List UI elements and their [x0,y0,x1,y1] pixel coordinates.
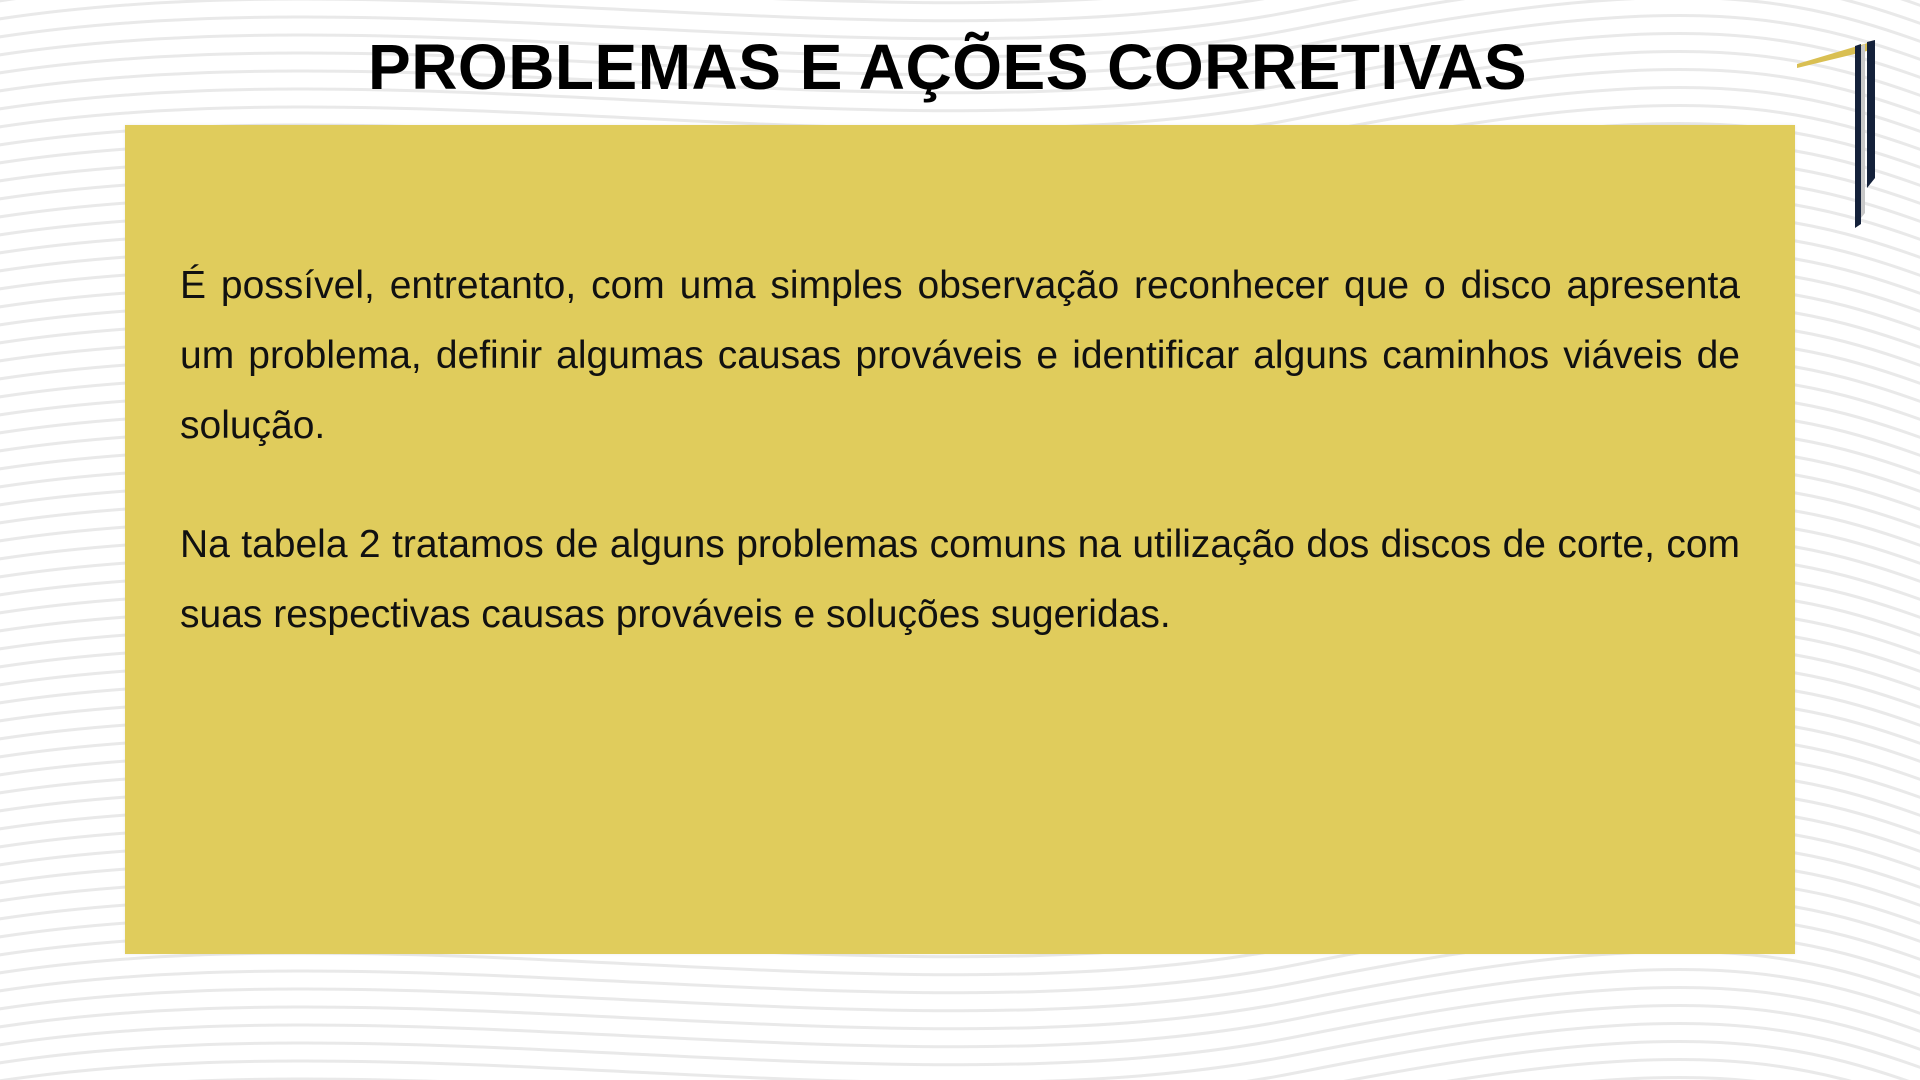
paragraph-table-reference: Na tabela 2 tratamos de alguns problemas comuns na utilização dos discos de corte, com suas respectivas causas prováveis e soluções sugeridas. [180,523,1740,636]
slide-title: PROBLEMAS E AÇÕES CORRETIVAS [368,31,1527,103]
gold-navy-bars-logo-icon [1795,38,1885,228]
paragraph-intro: É possível, entretanto, com uma simples observação reconhecer que o disco apresenta um problema, definir algumas causas prováveis e identificar alguns caminhos viáveis de solução. [180,264,1740,447]
content-panel [125,125,1795,954]
